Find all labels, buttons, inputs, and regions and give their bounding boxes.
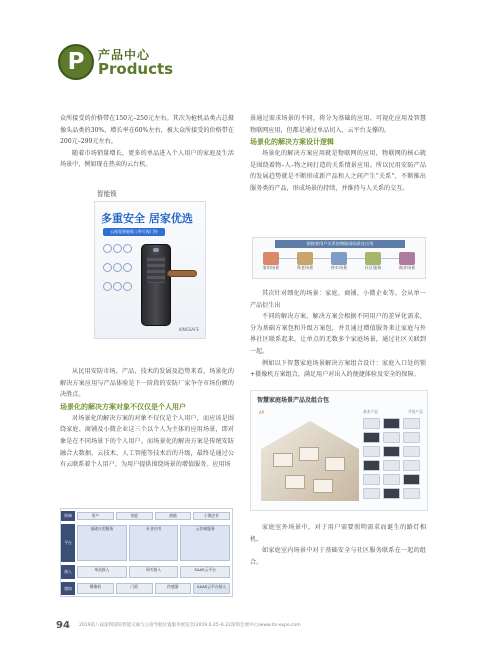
arch-row-tag: 接入 bbox=[61, 565, 75, 579]
arch-cell: 用户 bbox=[77, 512, 114, 520]
feature-icon bbox=[113, 282, 122, 291]
arch-cell: 单品接入 bbox=[77, 566, 127, 578]
paragraph: 例如以下智慧家庭场景解决方案组合设计：家庭入口处的锁+摄像机方案组合，满足用户对出入的便捷体验及安全的保障。 bbox=[250, 359, 426, 379]
right-column-top bbox=[250, 113, 426, 195]
sensor-icon bbox=[403, 460, 420, 471]
gateway-icon bbox=[403, 432, 420, 443]
lock-icon bbox=[383, 418, 400, 429]
camera-icon bbox=[153, 248, 159, 252]
section-header bbox=[58, 44, 174, 84]
parking-icon bbox=[331, 252, 347, 265]
section-heading: 场景化的解决方案对象不仅仅是个人用户 bbox=[60, 402, 186, 411]
arch-cell: 小微企业 bbox=[193, 512, 230, 520]
section-title-en: Products bbox=[98, 60, 174, 78]
paragraph: 家庭室外场景中，对于用户需要照明需求而诞生的路灯相机。 bbox=[250, 524, 426, 543]
alarm-icon bbox=[383, 460, 400, 471]
scenario-label: 社区服务 bbox=[364, 265, 382, 270]
scenario-diagram-title: 围绕着用户关系的物联网场景化应用 bbox=[275, 240, 405, 248]
arch-cell: 门锁 bbox=[116, 583, 153, 594]
arch-row-tag: 感知 bbox=[61, 582, 75, 595]
architecture-diagram bbox=[60, 508, 233, 597]
feature-icon bbox=[123, 263, 132, 272]
paragraph: 随着市场销量增长，更多的单品进入个人用户的家庭及生活场景中，例如现在热卖的云台机。 bbox=[60, 149, 234, 169]
footer-text: 2019第八届深圳国际智能交通与公富导航位置服务展览会(2019.6.25–6.22深圳会展中心)www.its-expo.com bbox=[79, 623, 301, 628]
sensor-icon bbox=[403, 418, 420, 429]
paragraph: 众所接受的价格带在150元–250元左右。其次为枪机品类占总摄像头品类的30%，增长率在60%左右，被大众所接受的价格带在200元–299元左右。 bbox=[60, 115, 234, 146]
scenario-label: 养老场景 bbox=[296, 265, 314, 270]
paragraph: 如家庭室内场景中对于基础安全与社区服务联系在一起的组合。 bbox=[250, 547, 426, 566]
camera-icon bbox=[363, 418, 380, 429]
scenario-item bbox=[323, 252, 355, 271]
house-diagram-title: 智慧家庭场景产品及组合包 bbox=[257, 397, 330, 404]
arch-row-tag: 平台 bbox=[61, 524, 75, 562]
sensor-icon bbox=[363, 488, 380, 499]
grid-header: 基本产品 bbox=[363, 409, 379, 414]
product-brand: KINGSAFE bbox=[178, 327, 199, 332]
feature-icon bbox=[123, 282, 132, 291]
section-title-cn: 产品中心 bbox=[98, 48, 151, 62]
paragraph: 景通过需求场景的不同，将分为基础的应用、可视化应用及智慧物联网应用，但都是通过单品切入、云平台支撑的。 bbox=[250, 115, 426, 134]
arch-cell: 专业应用 bbox=[129, 525, 179, 561]
scenario-item bbox=[357, 252, 389, 271]
camera-icon bbox=[383, 446, 400, 457]
scenario-diagram bbox=[252, 237, 426, 279]
page-number: 94 bbox=[56, 620, 70, 631]
door-handle-icon bbox=[167, 270, 197, 277]
arch-row-tag: 终端 bbox=[61, 511, 75, 521]
left-column-top bbox=[60, 113, 234, 171]
page-footer bbox=[56, 613, 436, 631]
right-column-middle bbox=[250, 288, 426, 381]
keypad-icon bbox=[147, 255, 165, 283]
room bbox=[285, 475, 305, 489]
arch-row bbox=[61, 511, 232, 521]
feature-icon bbox=[113, 244, 122, 253]
arch-row bbox=[61, 565, 232, 579]
right-column-bottom bbox=[250, 522, 426, 568]
feature-icon bbox=[103, 282, 112, 291]
arch-cell: 家庭 bbox=[116, 512, 153, 520]
arch-cell: 基础应用服务 bbox=[77, 525, 127, 561]
light-icon bbox=[363, 446, 380, 457]
arch-cell: 云存储服务 bbox=[180, 525, 230, 561]
feature-icon bbox=[103, 263, 112, 272]
room bbox=[299, 447, 319, 461]
feature-icon bbox=[113, 263, 122, 272]
smart-lock-icon bbox=[141, 244, 171, 326]
grid-header: 升级产品 bbox=[407, 409, 423, 414]
arch-cell: SAAS云平台 bbox=[180, 566, 230, 578]
scenario-item bbox=[391, 252, 423, 271]
room bbox=[273, 453, 293, 467]
lock-icon bbox=[403, 474, 420, 485]
community-icon bbox=[365, 252, 381, 265]
camera-icon bbox=[383, 432, 400, 443]
home-icon bbox=[263, 252, 279, 265]
gateway-icon bbox=[403, 488, 420, 499]
house-diagram-subtitle: AP bbox=[259, 410, 265, 415]
product-grid bbox=[363, 409, 423, 507]
paragraph: 对场景化的解决方案的对象不仅仅是个人用户，而应该是围绕家庭、商铺及小微企业这三个以个人为主体的应用场景，即对象是在不同场景下的个人用户。而场景化的解决方案是传统安防融合大数据、云技术、人工智能等技术后的升级，最终是通过公有云联系着个人用户，为用户提供围绕场景的增值服务。应用场 bbox=[60, 414, 234, 469]
camera-icon bbox=[363, 460, 380, 471]
arch-cell: SAAS云平台接入 bbox=[193, 583, 230, 594]
arch-row bbox=[61, 524, 232, 562]
store-icon bbox=[399, 252, 415, 265]
arch-cell: 摄像机 bbox=[77, 583, 114, 594]
left-column-bottom bbox=[60, 366, 234, 471]
product-image-subtitle: 云视觉智能锁 | 带可视门铃 bbox=[103, 228, 165, 236]
products-logo-icon bbox=[58, 44, 94, 80]
product-image-title: 多重安全 居家优选 bbox=[101, 212, 193, 225]
sensor-icon bbox=[403, 446, 420, 457]
arch-cell: 网关接入 bbox=[129, 566, 179, 578]
room bbox=[325, 457, 345, 471]
section-heading: 场景化的解决方案设计逻辑 bbox=[250, 138, 334, 147]
scenario-item bbox=[255, 252, 287, 271]
paragraph: 从民用安防市场、产品、技术的发展及趋势来看，场景化的解决方案应用与产品体验是下一阶段的安防厂家争夺市场份额的决胜点。 bbox=[60, 368, 234, 399]
room bbox=[313, 479, 333, 493]
image-caption: 智能锁 bbox=[97, 190, 117, 198]
smart-home-diagram bbox=[250, 390, 428, 511]
feature-icons bbox=[103, 242, 135, 299]
arch-row bbox=[61, 582, 232, 595]
doorbell-icon bbox=[363, 432, 380, 443]
camera-icon bbox=[383, 488, 400, 499]
scenario-label: 停车场景 bbox=[330, 265, 348, 270]
light-icon bbox=[383, 474, 400, 485]
logo-letter: P bbox=[67, 49, 85, 75]
elderly-care-icon bbox=[297, 252, 313, 265]
paragraph: 场景化的解决方案应用就是物联网的应用，物联网的核心就是围绕着物–人–物之间打造的关系情景应用。所以民用安防产品的发展趋势就是不断形成新产品和人之间产生“关系”，不断推出服务类的产品，形成场景的持续，并维持与人关系的交互。 bbox=[250, 150, 426, 192]
feature-icon bbox=[103, 244, 112, 253]
paragraph: 其次针对细化的场景：家庭、商铺、小微企业等。会从单一产品衍生出 bbox=[250, 290, 426, 309]
paragraph: 不同的解决方案，解决方案会根据不同用户的差异化需求，分为基础方案包和升级方案包，并且通过增值服务来让家庭与外界社区联系起来，让单点的无数多个家庭场景，通过社区关联到一起。 bbox=[250, 313, 426, 355]
feature-icon bbox=[123, 244, 132, 253]
scenario-item bbox=[289, 252, 321, 271]
arch-cell: 传感器 bbox=[155, 583, 192, 594]
scenario-label: 家用场景 bbox=[262, 265, 280, 270]
arch-cell: 商铺 bbox=[155, 512, 192, 520]
scenario-label: 商业场景 bbox=[398, 265, 416, 270]
smart-lock-product-image bbox=[94, 201, 206, 339]
camera-icon bbox=[363, 474, 380, 485]
